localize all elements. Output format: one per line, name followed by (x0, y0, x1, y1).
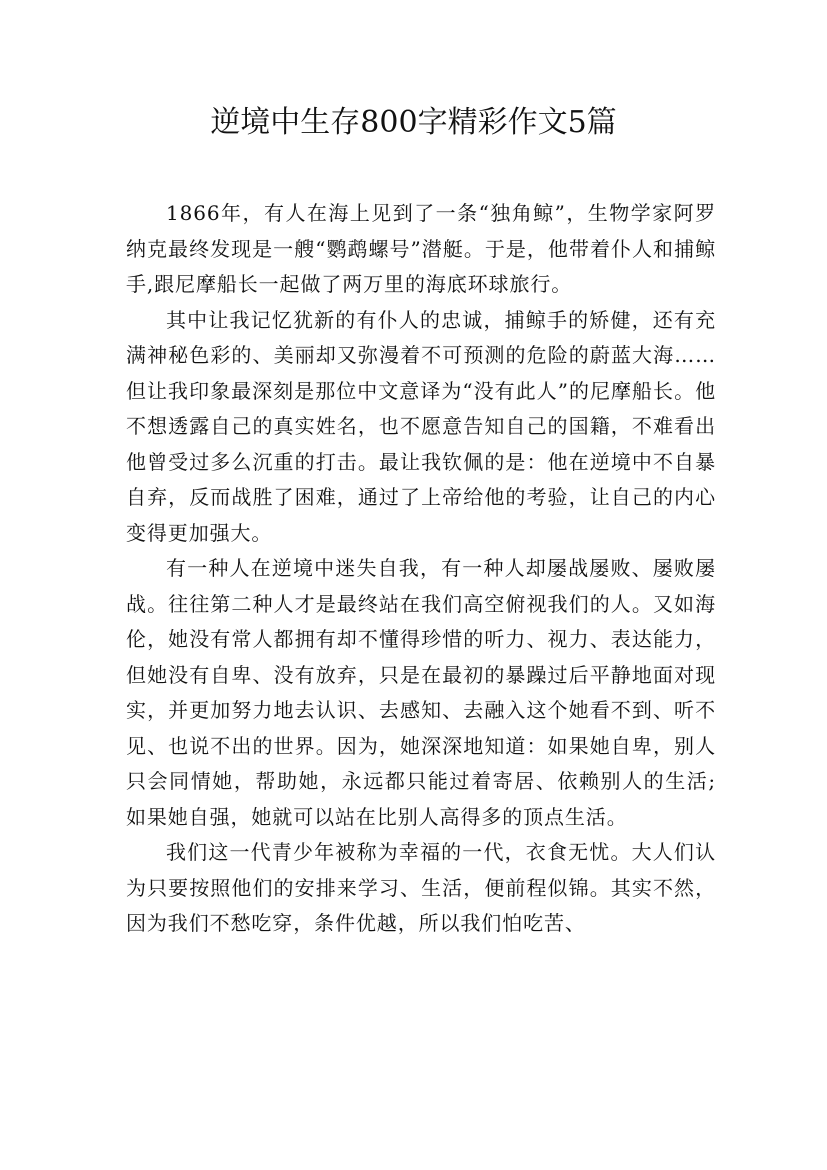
document-body (126, 196, 716, 942)
paragraph-4: 我们这一代青少年被称为幸福的一代，衣食无忧。大人们认为只要按照他们的安排来学习、生活，便前程似锦。其实不然，因为我们不愁吃穿，条件优越，所以我们怕吃苦、 (126, 840, 716, 935)
paragraph-1: 1866年，有人在海上见到了一条“独角鲸”，生物学家阿罗纳克最终发现是一艘“鹦鹉螺号”潜艇。于是，他带着仆人和捕鲸手,跟尼摩船长一起做了两万里的海底环球旅行。 (126, 201, 716, 296)
document-title: 逆境中生存800字精彩作文5篇 (210, 105, 617, 140)
paragraph-3: 有一种人在逆境中迷失自我，有一种人却屡战屡败、屡败屡战。往往第二种人才是最终站在我们高空俯视我们的人。又如海伦，她没有常人都拥有却不懂得珍惜的听力、视力、表达能力，但她没有自卑、没有放弃，只是在最初的暴躁过后平静地面对现实，并更加努力地去认识、去感知、去融入这个她看不到、听不见、也说不出的世界。因为，她深深地知道：如果她自卑，别人只会同情她，帮助她，永远都只能过着寄居、依赖别人的生活;如果她自强，她就可以站在比别人高得多的顶点生活。 (126, 556, 716, 829)
paragraph-2: 其中让我记忆犹新的有仆人的忠诚，捕鲸手的矫健，还有充满神秘色彩的、美丽却又弥漫着不可预测的危险的蔚蓝大海……但让我印象最深刻是那位中文意译为“没有此人”的尼摩船长。他不想透露自己的真实姓名，也不愿意告知自己的国籍，不难看出他曾受过多么沉重的打击。最让我钦佩的是：他在逆境中不自暴自弃，反而战胜了困难，通过了上帝给他的考验，让自己的内心变得更加强大。 (126, 307, 716, 545)
